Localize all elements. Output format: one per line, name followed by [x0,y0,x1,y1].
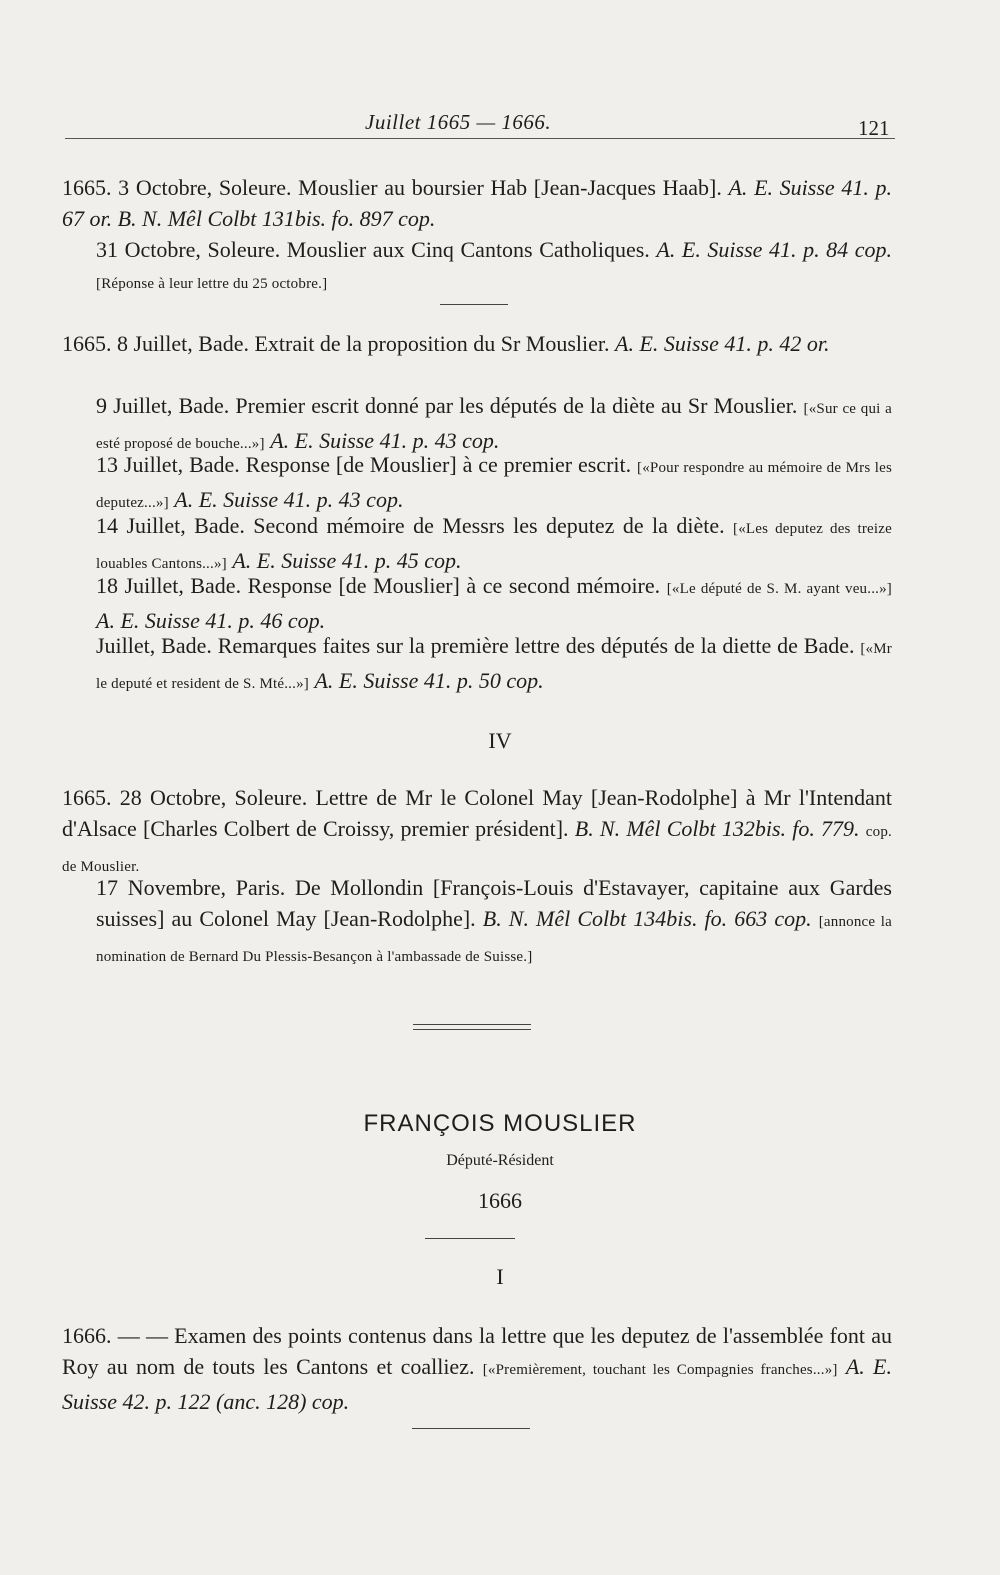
end-rule [412,1428,530,1429]
separator-rule [440,304,508,305]
entry-note: [annonce la nomination de Bernard Du Plessis-Besançon à l'ambassade de Suisse.] [96,914,893,965]
entry-reference: A. E. Suisse 41. p. 43 cop. [270,428,500,453]
entry-note: [«Premièrement, touchant les Compagnies franches...»] [482,1362,838,1378]
entry-1665-10-31 [96,234,892,300]
entry-note: [Réponse à leur lettre du 25 octobre.] [96,276,328,292]
entry-1665-10-03 [62,172,892,234]
entry-1665-07-18 [96,570,892,636]
entry-reference: A. E. Suisse 42. p. 122 (anc. 128) cop. [62,1354,892,1414]
running-title: Juillet 1665 — 1666. [365,110,552,134]
section-number-iv: IV [488,728,512,753]
entry-note: [«Le député de S. M. ayant veu...»] [666,581,892,597]
entry-1665-07-13 [96,449,892,519]
entry-heading: Juillet, Bade. Remarques faites sur la première lettre des députés de la diette de Bade. [96,633,855,658]
entry-heading: 14 Juillet, Bade. Second mémoire de Messrs les deputez de la diète. [96,513,725,538]
entry-heading: 31 Octobre, Soleure. Mouslier aux Cinq Cantons Catholiques. [96,237,650,262]
double-separator-rule [413,1024,531,1030]
chapter-rule [425,1238,515,1239]
entry-reference: A. E. Suisse 41. p. 42 or. [615,331,830,356]
entry-1666 [62,1320,892,1417]
header-rule [65,138,895,139]
entry-heading: 1665. 28 Octobre, Soleure. Lettre de Mr le Colonel May [Jean-Rodolphe] à Mr l'Intendant d'Alsace [Charles Colbert de Croissy, premier président]. [62,785,892,841]
page-number: 121 [858,116,890,140]
entry-reference: B. N. Mêl Colbt 132bis. fo. 779. [574,816,860,841]
entry-reference: A. E. Suisse 41. p. 67 or. B. N. Mêl Colbt 131bis. fo. 897 cop. [62,175,892,231]
chapter-year: 1666 [478,1188,522,1213]
chapter-title: FRANÇOIS MOUSLIER [363,1110,637,1137]
entry-1665-10-28 [62,782,892,883]
section-number-i: I [496,1264,504,1289]
entry-heading: 9 Juillet, Bade. Premier escrit donné par les députés de la diète au Sr Mouslier. [96,393,798,418]
entry-note: [«Mr le deputé et resident de S. Mté...»] [96,641,892,692]
entry-reference: A. E. Suisse 41. p. 46 cop. [96,608,326,633]
entry-reference: A. E. Suisse 41. p. 45 cop. [232,548,462,573]
entry-note: [«Les deputez des treize louables Cantons...»] [96,521,892,572]
entry-reference: A. E. Suisse 41. p. 43 cop. [174,487,404,512]
entry-heading: 1665. 8 Juillet, Bade. Extrait de la proposition du Sr Mouslier. [62,331,610,356]
entry-heading: 1665. 3 Octobre, Soleure. Mouslier au boursier Hab [Jean-Jacques Haab]. [62,175,722,200]
entry-note: [«Sur ce qui a esté proposé de bouche...»] [96,401,892,452]
entry-reference: B. N. Mêl Colbt 134bis. fo. 663 cop. [482,906,812,931]
entry-reference: A. E. Suisse 41. p. 50 cop. [314,668,544,693]
entry-heading: 18 Juillet, Bade. Response [de Mouslier] à ce second mémoire. [96,573,661,598]
entry-reference: A. E. Suisse 41. p. 84 cop. [656,237,892,262]
entry-1665-07 [96,630,892,700]
entry-note: [«Pour respondre au mémoire de Mrs les deputez...»] [96,460,892,511]
entry-note: cop. de Mouslier. [62,824,892,875]
entry-heading: 17 Novembre, Paris. De Mollondin [François-Louis d'Estavayer, capitaine aux Gardes suisses] au Colonel May [Jean-Rodolphe]. [96,875,892,931]
entry-1665-11-17 [96,872,892,973]
entry-heading: 13 Juillet, Bade. Response [de Mouslier] à ce premier escrit. [96,452,632,477]
chapter-subtitle: Député-Résident [446,1152,554,1169]
entry-heading: 1666. — — Examen des points contenus dans la lettre que les deputez de l'assemblée font au Roy au nom de touts les Cantons et coalliez. [62,1323,892,1379]
entry-1665-07-08 [62,328,892,359]
